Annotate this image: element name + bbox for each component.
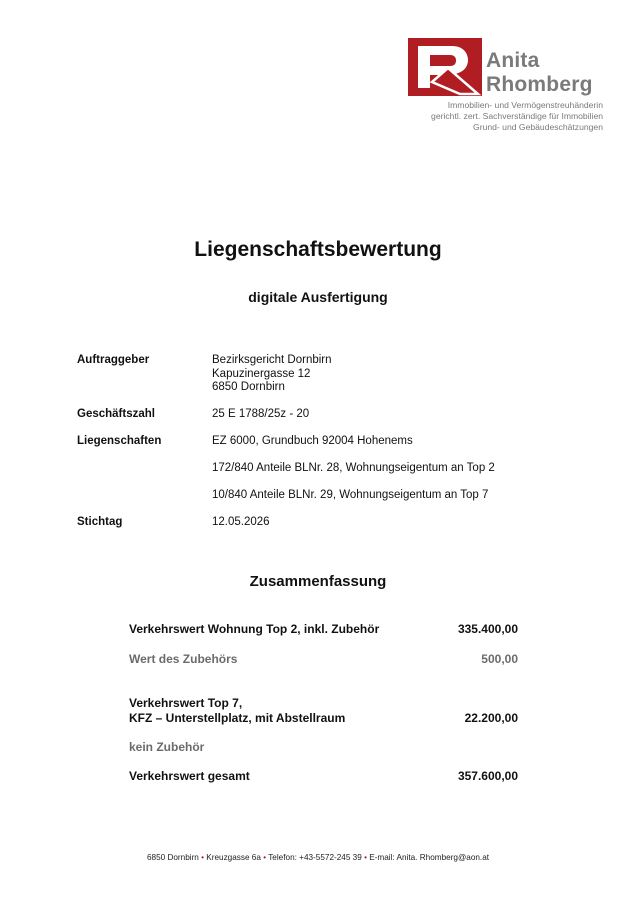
property-entry-2: 172/840 Anteile BLNr. 28, Wohnungseigentum an Top 2 bbox=[212, 462, 495, 474]
summary-heading: Zusammenfassung bbox=[249, 573, 387, 590]
logo-first-name: Anita bbox=[486, 49, 540, 72]
client-name: Bezirksgericht Dornbirn bbox=[212, 354, 332, 366]
summary-row-top7-line2: KFZ – Unterstellplatz, mit Abstellraum bbox=[129, 711, 346, 725]
summary-row-top7-label bbox=[129, 696, 345, 726]
logo-last-name: Rhomberg bbox=[486, 73, 593, 96]
summary-row-accessories-value: 500,00 bbox=[481, 652, 518, 666]
property-entry-3: 10/840 Anteile BLNr. 29, Wohnungseigentum an Top 7 bbox=[212, 489, 489, 501]
footer-separator: • bbox=[364, 853, 367, 862]
case-number-label: Geschäftszahl bbox=[77, 408, 155, 420]
valuation-date-value: 12.05.2026 bbox=[212, 516, 270, 528]
logo-tagline-3: Grund- und Gebäudeschätzungen bbox=[473, 122, 603, 132]
document-subtitle: digitale Ausfertigung bbox=[248, 289, 388, 305]
summary-row-top2-value: 335.400,00 bbox=[457, 622, 518, 636]
summary-row-total-label: Verkehrswert gesamt bbox=[129, 769, 250, 783]
case-number-value: 25 E 1788/25z - 20 bbox=[212, 408, 310, 420]
logo-tagline-1: Immobilien- und Vermögenstreuhänderin bbox=[447, 100, 603, 110]
footer-street: Kreuzgasse 6a bbox=[206, 853, 261, 862]
summary-row-no-accessories-label: kein Zubehör bbox=[129, 740, 205, 754]
logo-r-mark-icon bbox=[408, 38, 482, 96]
property-entry-1: EZ 6000, Grundbuch 92004 Hohenems bbox=[212, 435, 413, 447]
footer-phone: Telefon: +43-5572-245 39 bbox=[268, 853, 362, 862]
client-address bbox=[212, 354, 332, 395]
summary-row-total-value: 357.600,00 bbox=[457, 769, 518, 783]
summary-row-top2-label: Verkehrswert Wohnung Top 2, inkl. Zubehör bbox=[129, 622, 380, 636]
client-city: 6850 Dornbirn bbox=[212, 381, 285, 393]
summary-row-top7-line1: Verkehrswert Top 7, bbox=[129, 696, 243, 710]
footer-separator: • bbox=[201, 853, 205, 862]
footer-email[interactable]: E-mail: Anita. Rhomberg@aon.at bbox=[369, 853, 490, 862]
summary-row-top7-value: 22.200,00 bbox=[464, 711, 518, 725]
footer-contact bbox=[0, 853, 636, 862]
footer-separator: • bbox=[263, 853, 267, 862]
company-logo bbox=[408, 38, 603, 138]
footer-address: 6850 Dornbirn bbox=[146, 853, 199, 862]
properties-label: Liegenschaften bbox=[77, 435, 162, 447]
client-street: Kapuzinergasse 12 bbox=[212, 367, 311, 380]
logo-tagline-2: gerichtl. zert. Sachverständige für Immobilien bbox=[431, 111, 603, 121]
document-title: Liegenschaftsbewertung bbox=[194, 238, 442, 261]
valuation-date-label: Stichtag bbox=[77, 516, 123, 528]
summary-row-accessories-label: Wert des Zubehörs bbox=[129, 652, 238, 666]
client-label: Auftraggeber bbox=[77, 354, 150, 366]
